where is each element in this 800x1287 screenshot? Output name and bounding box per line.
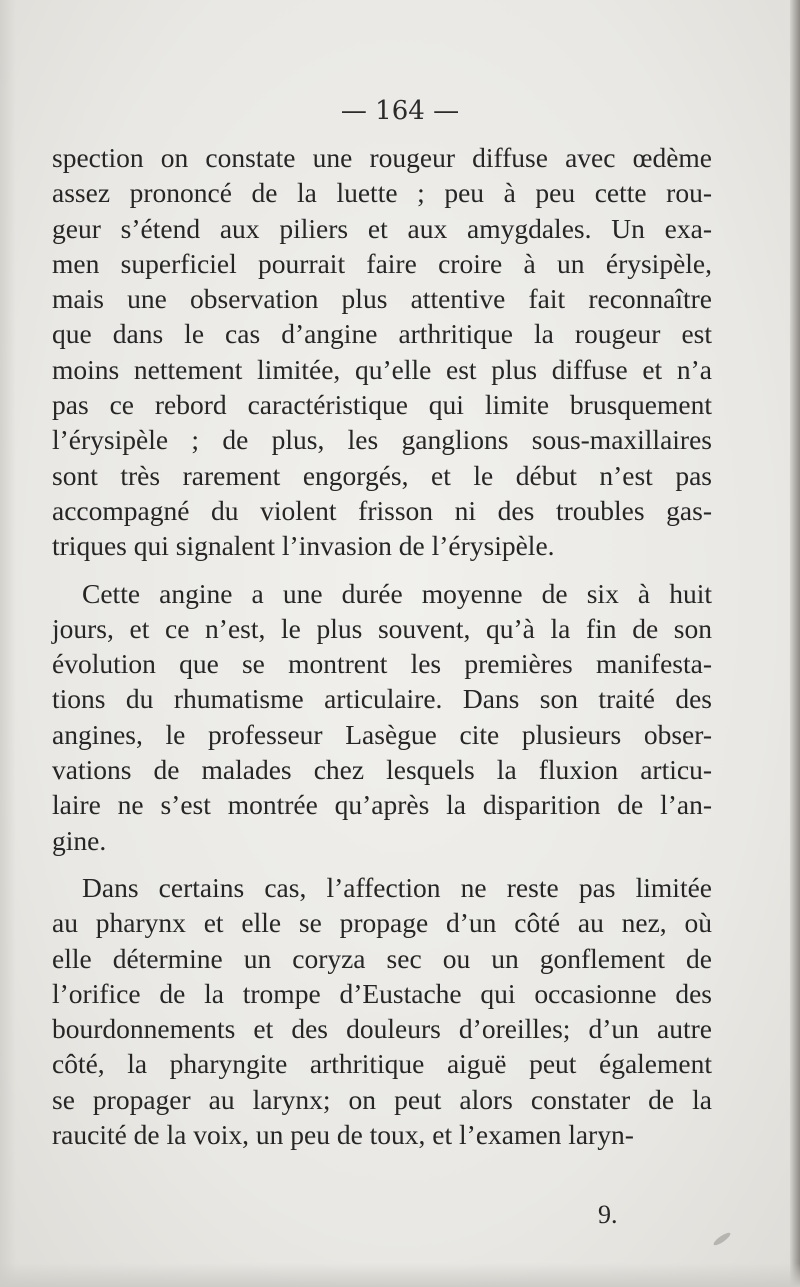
text-line: que dans le cas d’angine arthritique la rougeur est — [52, 318, 712, 350]
text-line: laire ne s’est montrée qu’après la disparition de l’an- — [52, 789, 712, 821]
ink-smudge — [712, 1231, 732, 1247]
text-line: au pharynx et elle se propage d’un côté au nez, où — [52, 907, 712, 939]
text-line: angines, le professeur Lasègue cite plusieurs obser- — [52, 718, 712, 750]
text-line: jours, et ce n’est, le plus souvent, qu’à la fin de son — [52, 612, 712, 644]
text-line: vations de malades chez lesquels la fluxion articu- — [52, 754, 712, 786]
text-line: geur s’étend aux piliers et aux amygdales. Un exa- — [52, 212, 712, 244]
text-line: se propager au larynx; on peut alors constater de la — [52, 1083, 712, 1115]
body-text — [52, 140, 712, 1152]
text-line: elle détermine un coryza sec ou un gonflement de — [52, 942, 712, 974]
text-line: spection on constate une rougeur diffuse avec œdème — [52, 142, 712, 173]
bottom-page-shadow — [0, 1263, 800, 1287]
text-line: l’érysipèle ; de plus, les ganglions sous-maxillaires — [52, 424, 712, 456]
text-line: pas ce rebord caractéristique qui limite brusquement — [52, 389, 712, 421]
text-line: sont très rarement engorgés, et le début n’est pas — [52, 459, 712, 491]
text-line: assez prononcé de la luette ; peu à peu cette rou- — [52, 177, 712, 209]
page-number: — 164 — — [340, 96, 460, 126]
text-line: Cette angine a une durée moyenne de six à huit — [82, 577, 712, 609]
text-line: triques qui signalent l’invasion de l’érysipèle. — [52, 530, 555, 562]
text-line: l’orifice de la trompe d’Eustache qui occasionne des — [52, 977, 712, 1009]
signature-mark: 9. — [598, 1200, 618, 1229]
right-page-edge — [790, 0, 800, 1287]
text-line: Dans certains cas, l’affection ne reste pas limitée — [82, 871, 712, 903]
text-line: mais une observation plus attentive fait reconnaître — [52, 283, 712, 315]
text-line: évolution que se montrent les premières manifesta- — [52, 648, 712, 680]
paragraph-gap — [52, 564, 712, 576]
paragraph — [52, 870, 712, 1152]
text-line: tions du rhumatisme articulaire. Dans son traité des — [52, 683, 712, 715]
text-line: bourdonnements et des douleurs d’oreilles; d’un autre — [52, 1013, 712, 1045]
left-page-shadow — [0, 0, 16, 1287]
text-line: men superficiel pourrait faire croire à un érysipèle, — [52, 247, 712, 279]
text-line: moins nettement limitée, qu’elle est plus diffuse et n’a — [52, 353, 712, 385]
paragraph-gap — [52, 858, 712, 870]
text-line: accompagné du violent frisson ni des troubles gas- — [52, 494, 712, 526]
paragraph — [52, 576, 712, 858]
paragraph — [52, 140, 712, 564]
text-line: gine. — [52, 824, 107, 856]
text-line: raucité de la voix, un peu de toux, et l’examen laryn- — [52, 1119, 634, 1151]
text-line: côté, la pharyngite arthritique aiguë peut également — [52, 1048, 712, 1080]
